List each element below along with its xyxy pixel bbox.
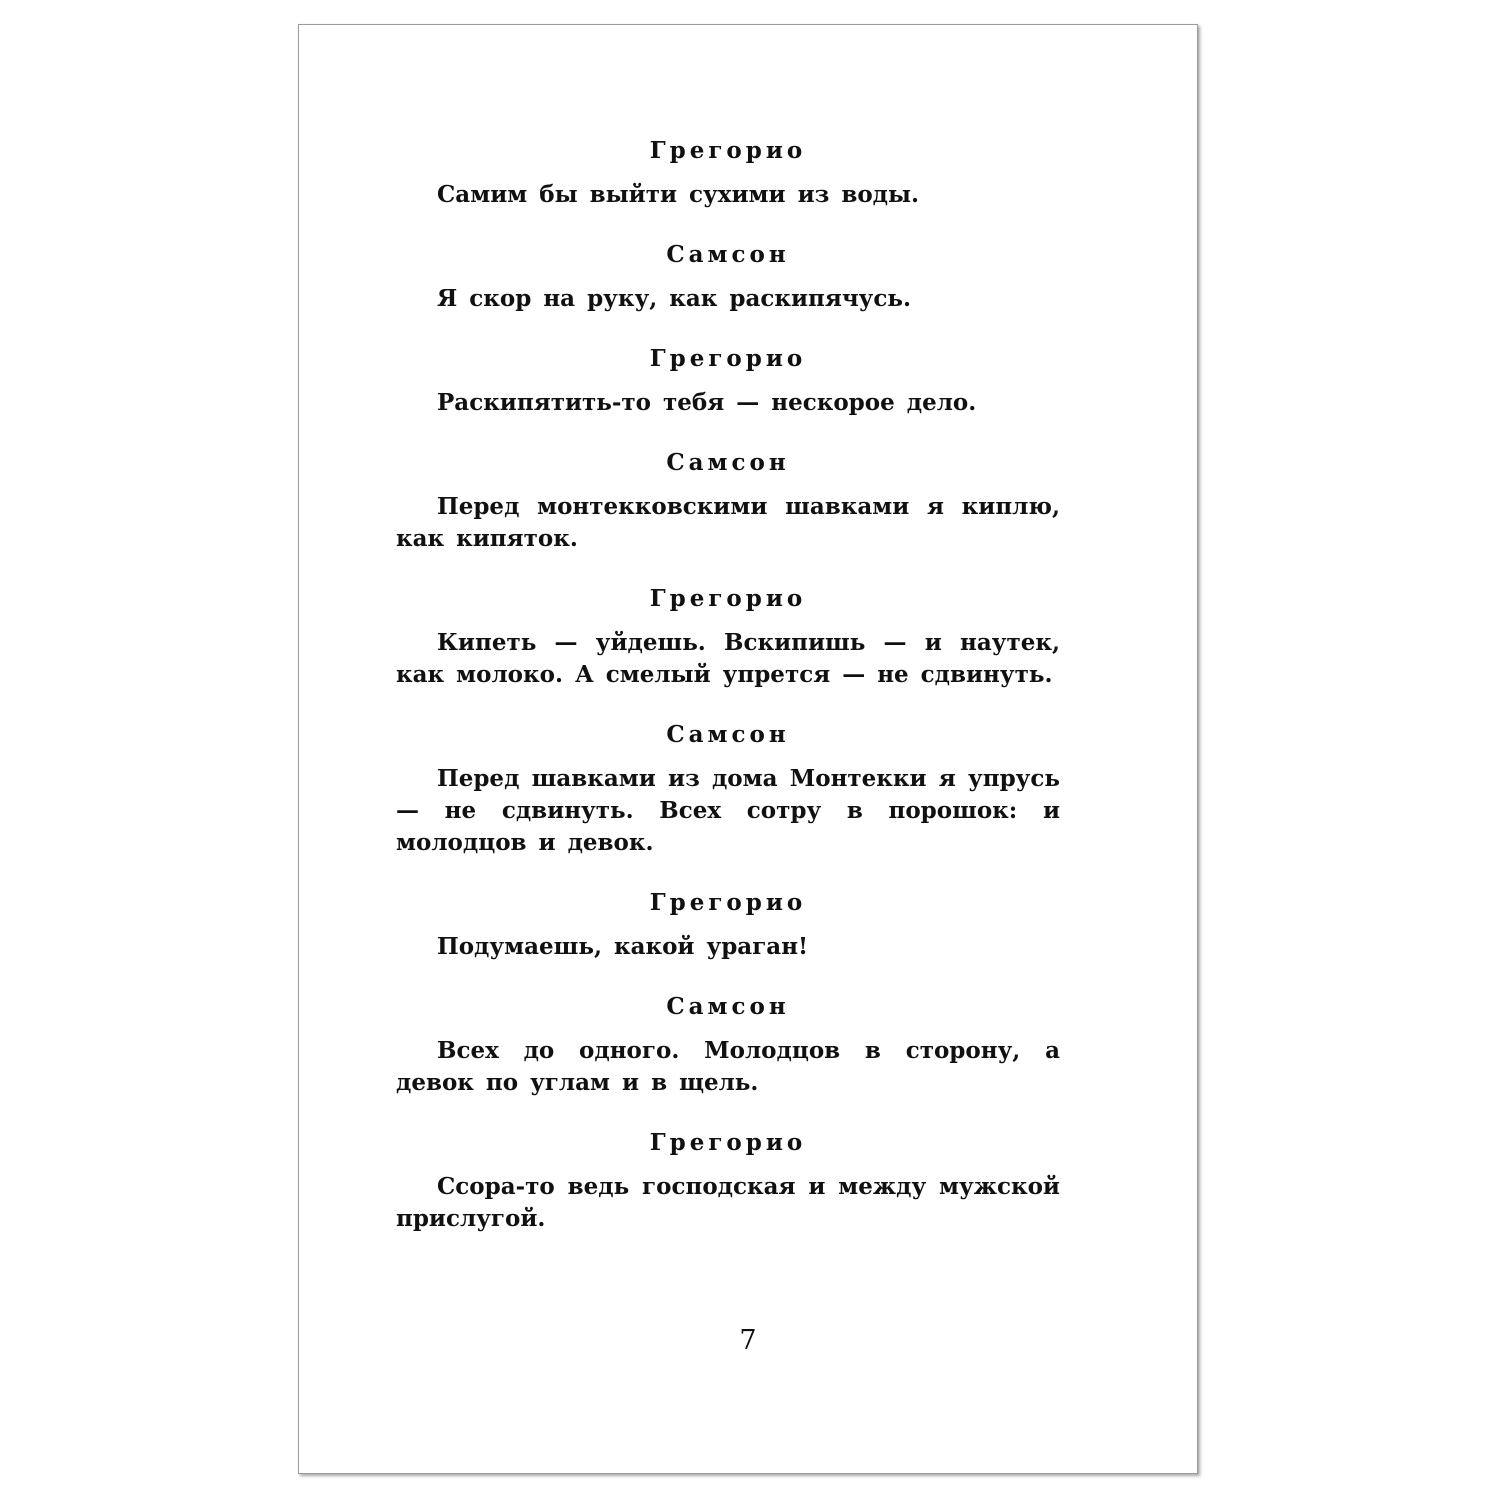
page-number: 7 bbox=[739, 1325, 757, 1356]
dialogue-line: Кипеть — уйдешь. Вскипишь — и наутек, как молоко. А смелый упрется — не сдвинуть. bbox=[396, 629, 1060, 688]
speaker-name: Самсон bbox=[666, 721, 790, 748]
dialogue-line: Перед монтекковскими шавками я киплю, как кипяток. bbox=[396, 493, 1060, 552]
speaker-name: Грегорио bbox=[649, 585, 807, 612]
book-page bbox=[298, 24, 1198, 1474]
speaker-name: Самсон bbox=[666, 449, 790, 476]
speaker-name: Самсон bbox=[666, 993, 790, 1020]
dialogue-line: Подумаешь, какой ураган! bbox=[437, 933, 809, 960]
dialogue-line: Ссора-то ведь господская и между мужской прислугой. bbox=[396, 1173, 1060, 1232]
dialogue-line: Я скор на руку, как раскипячусь. bbox=[437, 285, 912, 312]
dialogue-line: Всех до одного. Молодцов в сторону, а девок по углам и в щель. bbox=[396, 1037, 1060, 1096]
speaker-name: Грегорио bbox=[649, 345, 807, 372]
speaker-name: Грегорио bbox=[649, 137, 807, 164]
dialogue-line: Перед шавками из дома Монтекки я упрусь — не сдвинуть. Всех сотру в порошок: и молодцов и девок. bbox=[396, 765, 1060, 856]
speaker-name: Самсон bbox=[666, 241, 790, 268]
dialogue-line: Самим бы выйти сухими из воды. bbox=[437, 181, 920, 208]
speaker-name: Грегорио bbox=[649, 889, 807, 916]
speaker-name: Грегорио bbox=[649, 1129, 807, 1156]
dialogue-line: Раскипятить-то тебя — нескорое дело. bbox=[437, 389, 977, 416]
dialogue-text bbox=[396, 135, 1060, 1235]
